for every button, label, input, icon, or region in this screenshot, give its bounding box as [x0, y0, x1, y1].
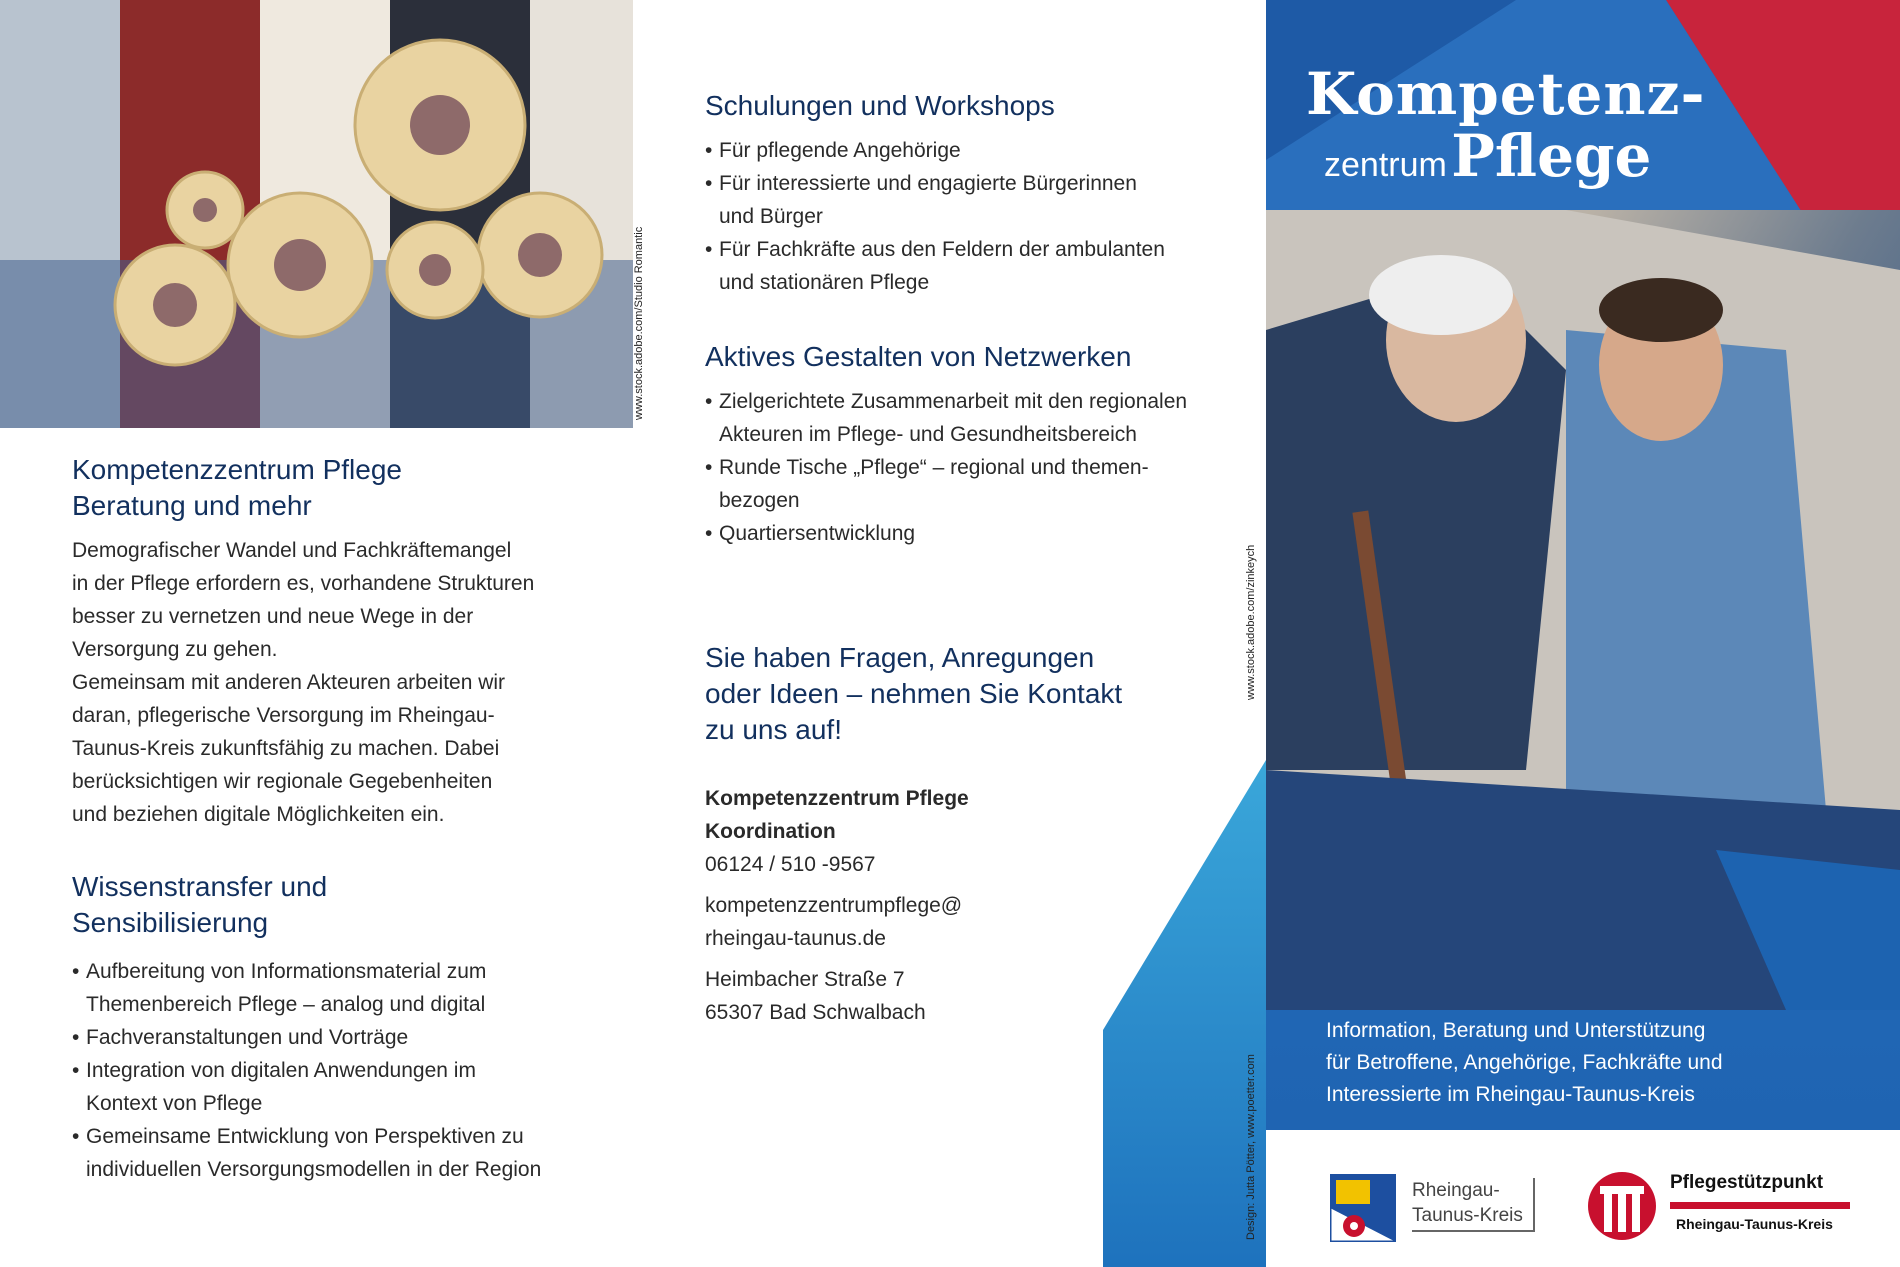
- left-content: [72, 452, 572, 1186]
- cover-subtitle: [1326, 1015, 1846, 1111]
- contact-address: [705, 963, 1225, 1029]
- cover-panel: [1266, 0, 1900, 1267]
- text-line: Kontext von Pflege: [86, 1092, 263, 1115]
- photo-credit-couple: www.stock.adobe.com/zinkeych: [1245, 544, 1257, 700]
- psp-title: Pflegestützpunkt: [1670, 1172, 1824, 1193]
- section-heading-kompetenzzentrum: [72, 452, 572, 524]
- text-line: • Für pflegende Angehörige: [719, 139, 961, 162]
- contact-email[interactable]: [705, 889, 1225, 955]
- middle-content: [705, 88, 1225, 1029]
- title-line-kompetenz: Kompetenz-: [1306, 60, 1706, 128]
- wissenstransfer-list: [72, 955, 572, 1186]
- design-credit: Design: Jutta Pötter, www.poetter.com: [1245, 1054, 1257, 1240]
- cover-title: [1306, 60, 1706, 190]
- intro-paragraph: [72, 534, 572, 831]
- text-line: Taunus-Kreis: [1412, 1205, 1523, 1226]
- text-line: Versorgung zu gehen.: [72, 638, 278, 661]
- photo-illustration: [1266, 210, 1900, 1010]
- list-item: [72, 955, 572, 1021]
- list-item: [705, 167, 1225, 233]
- text-line: und Bürger: [719, 205, 823, 228]
- section-heading-netzwerke: Aktives Gestalten von Netzwerken: [705, 341, 1132, 372]
- pflegestuetzpunkt-mark-icon: [1586, 1170, 1658, 1242]
- text-line: daran, pflegerische Versorgung im Rheingau-: [72, 704, 495, 727]
- section-heading-wissenstransfer: [72, 869, 572, 941]
- heading-line: Wissenstransfer und: [72, 871, 328, 902]
- text-line: individuellen Versorgungsmodellen in der Region: [86, 1158, 542, 1181]
- section-heading-schulungen: Schulungen und Workshops: [705, 90, 1055, 121]
- list-item: [705, 385, 1225, 451]
- list-item: [705, 134, 1225, 167]
- text-line: 65307 Bad Schwalbach: [705, 1001, 926, 1024]
- text-line: • Quartiersentwicklung: [719, 522, 916, 545]
- title-zentrum: zentrum: [1324, 146, 1447, 184]
- middle-panel: [633, 0, 1266, 1267]
- list-item: [705, 517, 1225, 550]
- rheingau-taunus-kreis-logo: [1330, 1170, 1566, 1246]
- heading-line: oder Ideen – nehmen Sie Kontakt: [705, 678, 1123, 709]
- senior-and-caregiver-photo: [1266, 210, 1900, 1010]
- text-line: • Für Fachkräfte aus den Feldern der ambulanten: [719, 238, 1165, 261]
- text-line: kompetenzzentrumpflege@: [705, 894, 963, 917]
- text-line: und stationären Pflege: [719, 271, 930, 294]
- text-line: • Runde Tische „Pflege“ – regional und themen-: [719, 456, 1149, 479]
- text-line: • Für interessierte und engagierte Bürgerinnen: [719, 172, 1137, 195]
- contact-call-to-action: [705, 640, 1225, 748]
- pflegestuetzpunkt-logo: [1586, 1170, 1876, 1246]
- text-line: Interessierte im Rheingau-Taunus-Kreis: [1326, 1083, 1695, 1106]
- text-line: Themenbereich Pflege – analog und digital: [86, 993, 486, 1016]
- heading-line: Sensibilisierung: [72, 907, 269, 938]
- text-line: • Gemeinsame Entwicklung von Perspektiven zu: [86, 1125, 524, 1148]
- list-item: [72, 1021, 572, 1054]
- logo-bar: [1266, 1130, 1900, 1267]
- text-line: Rheingau-: [1412, 1180, 1500, 1201]
- text-line: berücksichtigen wir regionale Gegebenheiten: [72, 770, 493, 793]
- text-line: besser zu vernetzen und neue Wege in der: [72, 605, 474, 628]
- schulungen-list: [705, 134, 1225, 299]
- coat-of-arms-icon: [1330, 1174, 1396, 1242]
- text-line: für Betroffene, Angehörige, Fachkräfte und: [1326, 1051, 1723, 1074]
- contact-name: Kompetenzzentrum Pflege: [705, 787, 969, 810]
- text-line: • Fachveranstaltungen und Vorträge: [86, 1026, 409, 1049]
- heading-line: Kompetenzzentrum Pflege: [72, 454, 402, 485]
- text-line: bezogen: [719, 489, 800, 512]
- text-line: Information, Beratung und Unterstützung: [1326, 1019, 1706, 1042]
- text-line: Akteuren im Pflege- und Gesundheitsbereich: [719, 423, 1137, 446]
- list-item: [705, 451, 1225, 517]
- rtk-logo-text: [1412, 1178, 1535, 1232]
- psp-subtitle: Rheingau-Taunus-Kreis: [1676, 1216, 1833, 1232]
- heading-line: Sie haben Fragen, Anregungen: [705, 642, 1095, 673]
- list-item: [72, 1120, 572, 1186]
- text-line: • Integration von digitalen Anwendungen im: [86, 1059, 476, 1082]
- contact-block: [705, 782, 1225, 1029]
- text-line: und beziehen digitale Möglichkeiten ein.: [72, 803, 445, 826]
- text-line: • Aufbereitung von Informationsmaterial zum: [86, 960, 487, 983]
- title-pflege: Pflege: [1451, 122, 1652, 190]
- heading-line: zu uns auf!: [705, 714, 842, 745]
- title-line-zentrum-pflege: [1306, 122, 1706, 190]
- contact-phone[interactable]: 06124 / 510 -9567: [705, 853, 876, 876]
- list-item: [705, 233, 1225, 299]
- gears-teamwork-photo: [0, 0, 633, 428]
- photo-credit-gears: www.stock.adobe.com/Studio Romantic: [633, 226, 645, 420]
- text-line: Taunus-Kreis zukunftsfähig zu machen. Dabei: [72, 737, 500, 760]
- netzwerke-list: [705, 385, 1225, 550]
- gears-illustration: [0, 0, 633, 428]
- psp-red-bar: [1670, 1202, 1850, 1209]
- contact-role: Koordination: [705, 820, 836, 843]
- text-line: Heimbacher Straße 7: [705, 968, 905, 991]
- heading-line: Beratung und mehr: [72, 490, 312, 521]
- text-line: Gemeinsam mit anderen Akteuren arbeiten wir: [72, 671, 506, 694]
- text-line: rheingau-taunus.de: [705, 927, 886, 950]
- text-line: in der Pflege erfordern es, vorhandene Strukturen: [72, 572, 535, 595]
- list-item: [72, 1054, 572, 1120]
- text-line: • Zielgerichtete Zusammenarbeit mit den regionalen: [719, 390, 1188, 413]
- text-line: Demografischer Wandel und Fachkräftemangel: [72, 539, 512, 562]
- left-panel: [0, 0, 633, 1267]
